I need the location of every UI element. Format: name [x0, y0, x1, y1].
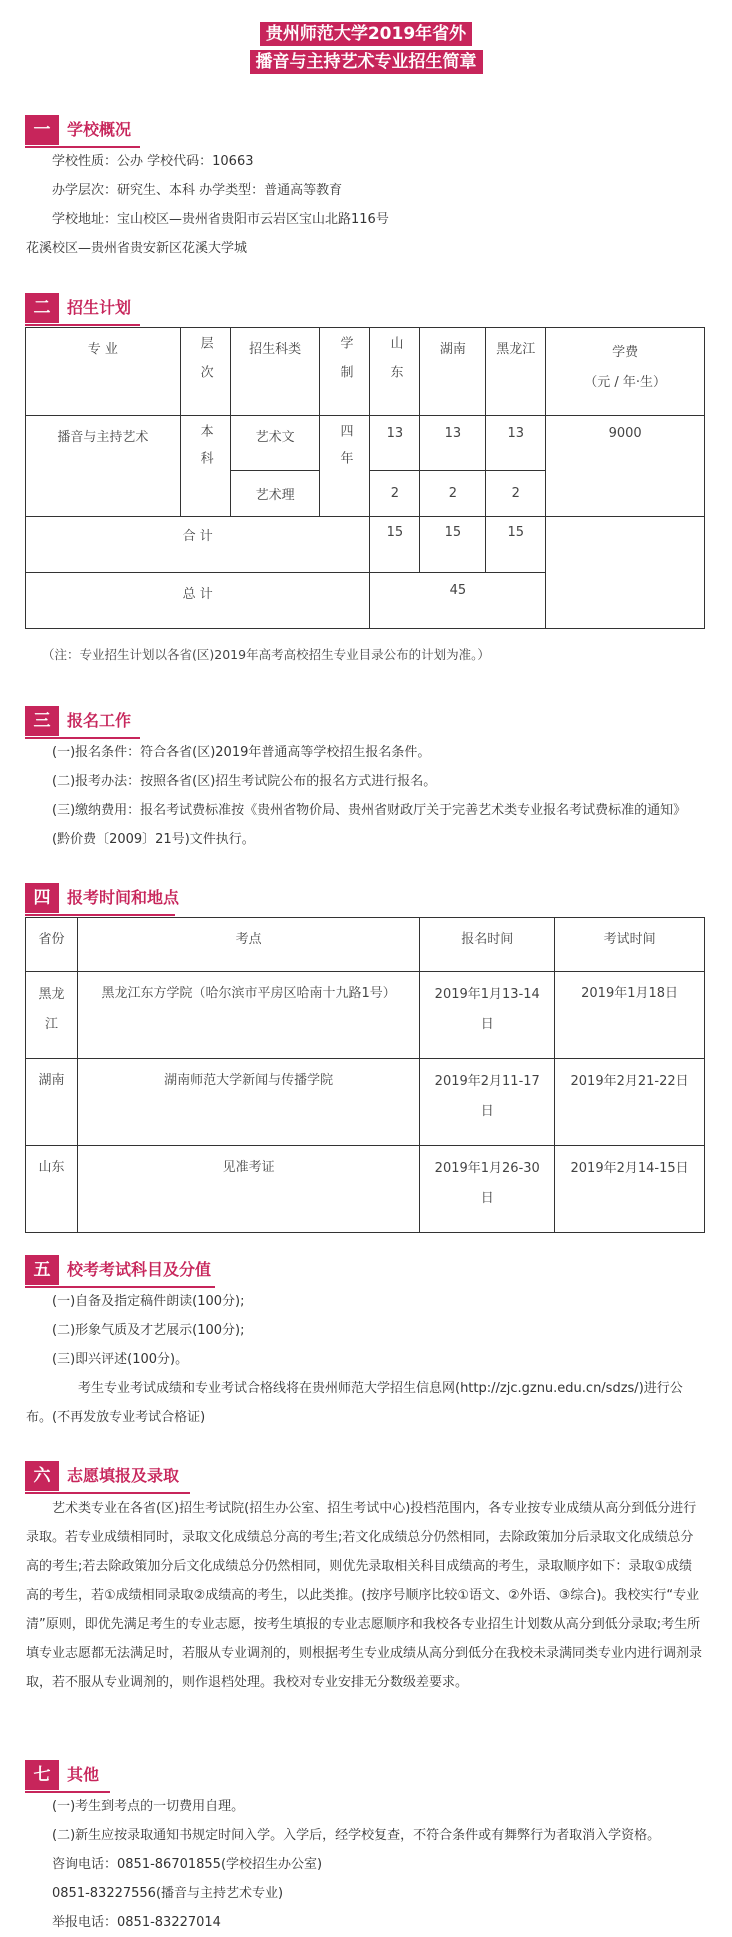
major-phone: 0851-83227556(播音与主持艺术专业) [52, 1886, 284, 1901]
table-header-row [26, 328, 705, 416]
header-level: 层次 [197, 336, 213, 394]
reg-condition: (一)报名条件：符合各省(区)2019年普通高等学校招生报名条件。 [52, 745, 431, 760]
consult-phone: 咨询电话：0851-86701855(学校招生办公室) [52, 1857, 323, 1872]
section-number: 七 [25, 1760, 59, 1790]
section-number: 一 [25, 115, 59, 145]
enrollment-plan-table [25, 327, 705, 629]
exam-schedule-table [25, 917, 705, 1233]
science-heilongjiang: 2 [486, 471, 546, 516]
header-heilongjiang: 黑龙江 [486, 328, 546, 416]
section-number: 五 [25, 1255, 59, 1285]
table-header-row [26, 918, 705, 972]
header-major: 专 业 [26, 328, 181, 416]
section-3-body [52, 738, 704, 854]
major-name: 播音与主持艺术 [26, 415, 181, 516]
other-enrollment: (二)新生应按录取通知书规定时间入学。入学后，经学校复查，不符合条件或有舞弊行为者取消入学资格。 [52, 1828, 661, 1843]
table-row [26, 415, 705, 471]
table-row [26, 1146, 705, 1233]
section-5-body [26, 1287, 704, 1432]
fee-blank [546, 516, 705, 628]
section-heading: 招生计划 [67, 298, 132, 317]
campus-huaxi: 花溪校区—贵州省贵安新区花溪大学城 [26, 241, 248, 256]
header-fee [546, 328, 705, 416]
exam-time-cell: 2019年1月18日 [555, 972, 705, 1059]
plan-note: （注：专业招生计划以各省(区)2019年高考高校招生专业目录公布的计划为准。） [42, 647, 490, 662]
report-phone: 举报电话：0851-83227014 [52, 1915, 221, 1930]
header-years: 学制 [337, 336, 353, 394]
section-heading: 志愿填报及录取 [67, 1466, 180, 1485]
reg-time-cell: 2019年1月26-30日 [420, 1146, 555, 1233]
header-hunan: 湖南 [420, 328, 486, 416]
exam-time-cell: 2019年2月14-15日 [555, 1146, 705, 1233]
reg-method: (二)报考办法：按照各省(区)招生考试院公布的报名方式进行报名。 [52, 774, 437, 789]
school-level: 办学层次：研究生、本科 办学类型：普通高等教育 [52, 183, 343, 198]
province-cell: 黑龙江 [26, 972, 78, 1059]
total-value: 45 [370, 573, 546, 629]
subtotal-hunan: 15 [420, 516, 486, 573]
page-title [0, 22, 732, 78]
years-value: 四年 [337, 423, 353, 478]
title-line-1: 贵州师范大学2019年省外 [260, 22, 472, 46]
science-shandong: 2 [370, 471, 420, 516]
section-heading: 校考考试科目及分值 [67, 1260, 212, 1279]
header-place: 考点 [77, 918, 419, 972]
header-fee-label: 学费 [612, 345, 639, 360]
subject-arts: 艺术文 [230, 415, 320, 471]
exam-time-cell: 2019年2月21-22日 [555, 1059, 705, 1146]
reg-time-cell: 2019年2月11-17日 [420, 1059, 555, 1146]
reg-time-cell: 2019年1月13-14日 [420, 972, 555, 1059]
subtotal-heilongjiang: 15 [486, 516, 546, 573]
title-line-2: 播音与主持艺术专业招生简章 [250, 50, 483, 74]
level-value: 本科 [197, 423, 213, 478]
place-cell: 湖南师范大学新闻与传播学院 [77, 1059, 419, 1146]
section-number: 三 [25, 706, 59, 736]
section-6-body [26, 1494, 704, 1697]
section-heading: 其他 [67, 1765, 100, 1784]
section-heading: 学校概况 [67, 120, 132, 139]
table-row [26, 1059, 705, 1146]
fee-value: 9000 [546, 415, 705, 516]
arts-hunan: 13 [420, 415, 486, 471]
section-7-body [52, 1792, 704, 1937]
arts-shandong: 13 [370, 415, 420, 471]
science-hunan: 2 [420, 471, 486, 516]
header-subject: 招生科类 [230, 328, 320, 416]
section-1-body [26, 147, 704, 263]
result-notice: 考生专业考试成绩和专业考试合格线将在贵州师范大学招生信息网(http://zjc.gznu.edu.cn/sdzs/)进行公布。(不再发放专业考试合格证) [26, 1381, 683, 1425]
place-cell: 见准考证 [77, 1146, 419, 1233]
subtotal-label: 合 计 [26, 516, 370, 573]
section-underline [25, 324, 140, 326]
header-province: 省份 [26, 918, 78, 972]
subtotal-shandong: 15 [370, 516, 420, 573]
header-exam-time: 考试时间 [555, 918, 705, 972]
subject-reading: (一)自备及指定稿件朗读(100分); [52, 1294, 245, 1309]
other-expense: (一)考生到考点的一切费用自理。 [52, 1799, 245, 1814]
subject-commentary: (三)即兴评述(100分)。 [52, 1352, 189, 1367]
header-fee-unit: （元 / 年·生） [584, 375, 666, 390]
school-nature: 学校性质：公办 学校代码：10663 [52, 154, 254, 169]
province-cell: 山东 [26, 1146, 78, 1233]
section-number: 四 [25, 883, 59, 913]
table-row [26, 972, 705, 1059]
subtotal-row [26, 516, 705, 573]
section-heading: 报考时间和地点 [67, 888, 180, 907]
admission-rules: 艺术类专业在各省(区)招生考试院(招生办公室、招生考试中心)投档范围内，各专业按专业成绩从高分到低分进行录取。若专业成绩相同时，录取文化成绩总分高的考生;若文化成绩总分仍然相同，去除政策加分后录取文化成绩总分高的考生;若去除政策加分后文化成绩总分仍然相同，则优先录取相关科目成绩高的考生，录取顺序如下：录取①成绩高的考生，若①成绩相同录取②成绩高的考生，以此类推。(按序号顺序比较①语文、②外语、③综合)。我校实行“专业清”原则，即优先满足考生的专业志愿，按考生填报的专业志愿顺序和我校各专业招生计划数从高分到低分录取;考生所填专业志愿都无法满足时，若服从专业调剂的，则根据考生专业成绩从高分到低分在我校未录满同类专业内进行调剂录取，若不服从专业调剂的，则作退档处理。我校对专业安排无分数级差要求。 [26, 1501, 703, 1690]
reg-fee: (三)缴纳费用：报名考试费标准按《贵州省物价局、贵州省财政厅关于完善艺术类专业报名考试费标准的通知》(黔价费〔2009〕21号)文件执行。 [52, 803, 687, 847]
total-label: 总 计 [26, 573, 370, 629]
section-underline [25, 914, 175, 916]
arts-heilongjiang: 13 [486, 415, 546, 471]
subject-appearance: (二)形象气质及才艺展示(100分); [52, 1323, 245, 1338]
header-shandong: 山东 [387, 336, 403, 394]
section-number: 二 [25, 293, 59, 323]
section-heading: 报名工作 [67, 711, 132, 730]
place-cell: 黑龙江东方学院（哈尔滨市平房区哈南十九路1号） [77, 972, 419, 1059]
province-cell: 湖南 [26, 1059, 78, 1146]
header-reg-time: 报名时间 [420, 918, 555, 972]
school-address: 学校地址：宝山校区—贵州省贵阳市云岩区宝山北路116号 [52, 212, 389, 227]
subject-science: 艺术理 [230, 471, 320, 516]
section-number: 六 [25, 1461, 59, 1491]
